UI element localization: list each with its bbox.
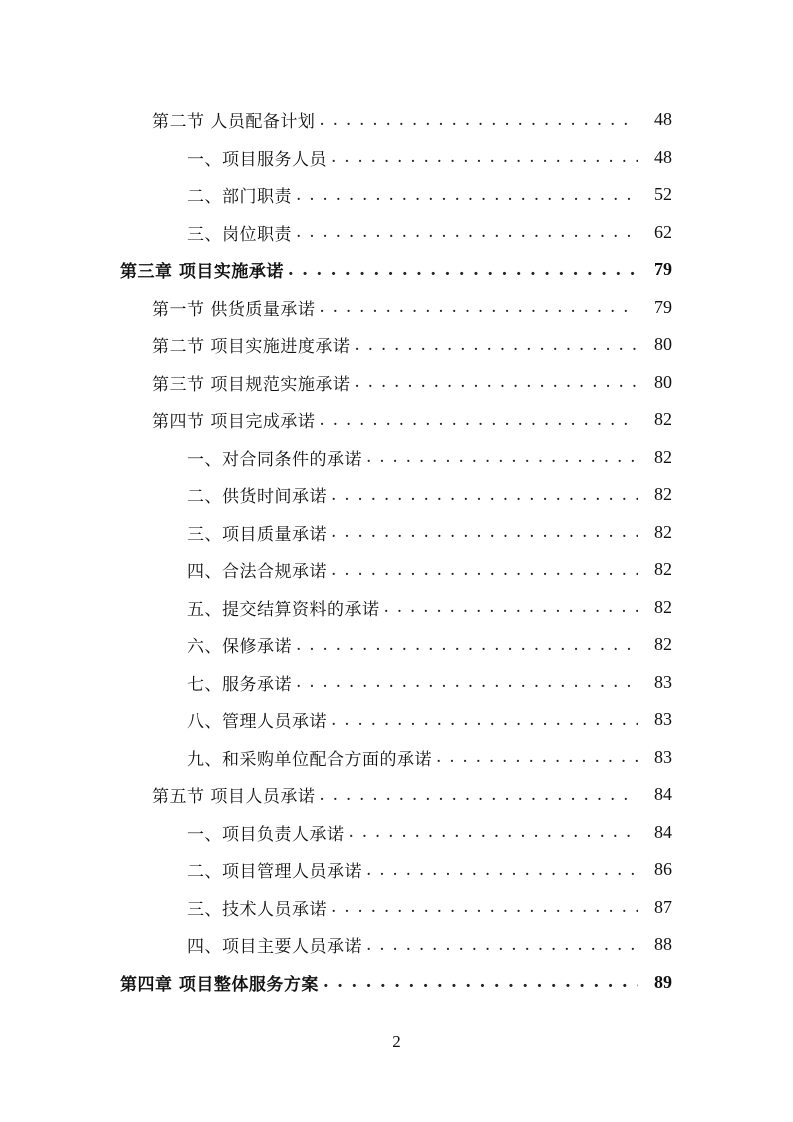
toc-subsection-entry[interactable] xyxy=(0,889,793,927)
toc-dot-leader xyxy=(331,522,638,542)
toc-entry-line xyxy=(187,632,672,657)
toc-entry-page: 84 xyxy=(654,821,672,842)
toc-entry-line xyxy=(187,182,672,207)
toc-section-entry[interactable] xyxy=(0,289,793,327)
toc-dot-leader xyxy=(331,897,638,917)
toc-dot-leader xyxy=(296,672,638,692)
toc-entry-line xyxy=(187,445,672,470)
toc-dot-leader xyxy=(319,110,638,130)
toc-chapter-entry[interactable] xyxy=(0,964,793,1002)
toc-section-entry[interactable] xyxy=(0,401,793,439)
toc-dot-leader xyxy=(296,635,638,655)
toc-subsection-entry[interactable] xyxy=(0,664,793,702)
toc-entry-label: 第三章 项目实施承诺 xyxy=(120,257,288,282)
toc-entry-page: 82 xyxy=(654,634,672,655)
toc-entry-label: 六、保修承诺 xyxy=(187,632,296,657)
toc-entry-label: 第四章 项目整体服务方案 xyxy=(120,970,323,995)
toc-entry-page: 87 xyxy=(654,896,672,917)
toc-entry-page: 52 xyxy=(654,184,672,205)
toc-entry-page: 80 xyxy=(654,371,672,392)
toc-entry-page: 82 xyxy=(654,559,672,580)
toc-entry-line xyxy=(120,970,672,995)
toc-entry-label: 三、项目质量承诺 xyxy=(187,520,331,545)
toc-subsection-entry[interactable] xyxy=(0,814,793,852)
toc-entry-line xyxy=(187,220,672,245)
toc-entry-line xyxy=(152,107,672,132)
toc-entry-label: 二、项目管理人员承诺 xyxy=(187,857,366,882)
toc-subsection-entry[interactable] xyxy=(0,851,793,889)
toc-entry-label: 三、岗位职责 xyxy=(187,220,296,245)
toc-entry-page: 79 xyxy=(654,296,672,317)
toc-entry-line xyxy=(120,257,672,282)
toc-subsection-entry[interactable] xyxy=(0,926,793,964)
toc-entry-label: 五、提交结算资料的承诺 xyxy=(187,595,384,620)
toc-entry-label: 一、项目服务人员 xyxy=(187,145,331,170)
toc-entry-page: 82 xyxy=(654,596,672,617)
toc-dot-leader xyxy=(288,260,638,280)
toc-entry-page: 83 xyxy=(654,709,672,730)
toc-entry-line xyxy=(187,482,672,507)
toc-entry-label: 二、供货时间承诺 xyxy=(187,482,331,507)
toc-entry-label: 第五节 项目人员承诺 xyxy=(152,782,319,807)
toc-entry-label: 第三节 项目规范实施承诺 xyxy=(152,370,354,395)
toc-dot-leader xyxy=(384,597,639,617)
toc-entry-line xyxy=(152,407,672,432)
toc-subsection-entry[interactable] xyxy=(0,476,793,514)
toc-entry-label: 第四节 项目完成承诺 xyxy=(152,407,319,432)
toc-entry-line xyxy=(187,520,672,545)
toc-dot-leader xyxy=(319,785,638,805)
toc-entry-page: 89 xyxy=(654,971,672,992)
toc-entry-label: 八、管理人员承诺 xyxy=(187,707,331,732)
toc-entry-label: 七、服务承诺 xyxy=(187,670,296,695)
toc-subsection-entry[interactable] xyxy=(0,551,793,589)
toc-dot-leader xyxy=(366,935,638,955)
toc-entry-label: 三、技术人员承诺 xyxy=(187,895,331,920)
toc-dot-leader xyxy=(296,222,638,242)
toc-chapter-entry[interactable] xyxy=(0,251,793,289)
toc-entry-label: 四、合法合规承诺 xyxy=(187,557,331,582)
toc-entry-page: 62 xyxy=(654,221,672,242)
toc-entry-line xyxy=(187,595,672,620)
toc-section-entry[interactable] xyxy=(0,101,793,139)
toc-entry-line xyxy=(152,332,672,357)
toc-entry-line xyxy=(187,707,672,732)
toc-subsection-entry[interactable] xyxy=(0,739,793,777)
page-number: 2 xyxy=(392,1032,401,1051)
toc-subsection-entry[interactable] xyxy=(0,701,793,739)
toc-subsection-entry[interactable] xyxy=(0,139,793,177)
toc-entry-label: 一、对合同条件的承诺 xyxy=(187,445,366,470)
toc-dot-leader xyxy=(331,560,638,580)
toc-dot-leader xyxy=(331,485,638,505)
toc-entry-line xyxy=(187,670,672,695)
toc-entry-line xyxy=(152,295,672,320)
toc-dot-leader xyxy=(319,297,638,317)
toc-entry-line xyxy=(187,895,672,920)
toc-entry-line xyxy=(187,745,672,770)
toc-entry-line xyxy=(187,557,672,582)
toc-subsection-entry[interactable] xyxy=(0,514,793,552)
toc-dot-leader xyxy=(436,747,638,767)
toc-section-entry[interactable] xyxy=(0,364,793,402)
toc-entry-page: 79 xyxy=(654,259,672,280)
toc-subsection-entry[interactable] xyxy=(0,176,793,214)
toc-section-entry[interactable] xyxy=(0,776,793,814)
toc-subsection-entry[interactable] xyxy=(0,589,793,627)
toc-entry-line xyxy=(152,782,672,807)
toc-dot-leader xyxy=(331,710,638,730)
toc-entry-label: 一、项目负责人承诺 xyxy=(187,820,349,845)
toc-entry-line xyxy=(187,820,672,845)
toc-entry-page: 83 xyxy=(654,746,672,767)
toc-entry-page: 86 xyxy=(654,859,672,880)
toc-subsection-entry[interactable] xyxy=(0,439,793,477)
toc-dot-leader xyxy=(319,410,638,430)
toc-entry-page: 84 xyxy=(654,784,672,805)
toc-entry-page: 82 xyxy=(654,521,672,542)
toc-entry-page: 48 xyxy=(654,109,672,130)
toc-dot-leader xyxy=(354,335,638,355)
toc-dot-leader xyxy=(366,447,638,467)
toc-entry-page: 88 xyxy=(654,934,672,955)
toc-dot-leader xyxy=(296,185,638,205)
toc-subsection-entry[interactable] xyxy=(0,626,793,664)
toc-dot-leader xyxy=(366,860,638,880)
toc-dot-leader xyxy=(323,972,638,992)
toc-entry-page: 82 xyxy=(654,446,672,467)
toc-entry-label: 第二节 项目实施进度承诺 xyxy=(152,332,354,357)
toc-dot-leader xyxy=(349,822,639,842)
toc-entry-line xyxy=(152,370,672,395)
toc-entry-line xyxy=(187,145,672,170)
toc-entry-page: 48 xyxy=(654,146,672,167)
table-of-contents xyxy=(0,101,793,1001)
toc-dot-leader xyxy=(331,147,638,167)
toc-entry-page: 80 xyxy=(654,334,672,355)
toc-entry-label: 九、和采购单位配合方面的承诺 xyxy=(187,745,436,770)
toc-section-entry[interactable] xyxy=(0,326,793,364)
toc-entry-page: 82 xyxy=(654,409,672,430)
toc-dot-leader xyxy=(354,372,638,392)
toc-entry-label: 二、部门职责 xyxy=(187,182,296,207)
toc-entry-page: 82 xyxy=(654,484,672,505)
toc-entry-line xyxy=(187,857,672,882)
toc-entry-label: 第二节 人员配备计划 xyxy=(152,107,319,132)
toc-entry-page: 83 xyxy=(654,671,672,692)
toc-entry-label: 四、项目主要人员承诺 xyxy=(187,932,366,957)
toc-subsection-entry[interactable] xyxy=(0,214,793,252)
toc-entry-line xyxy=(187,932,672,957)
toc-entry-label: 第一节 供货质量承诺 xyxy=(152,295,319,320)
